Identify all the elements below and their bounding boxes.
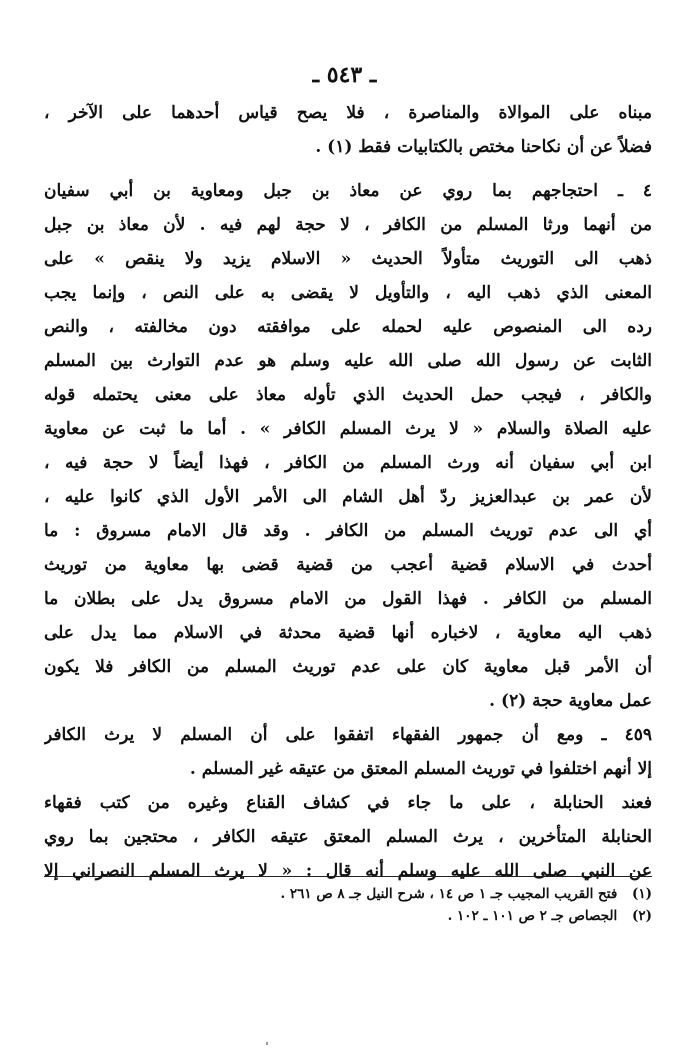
footnote-number: (٢) [631,908,652,924]
text-line: الحنابلة المتأخرين ، يرث المسلم المعتق عتيقه الكافر ، محتجين بما روي [44,827,652,847]
scan-speck [266,1042,268,1045]
text-line: رده الى المنصوص عليه لحمله على موافقته دون مخالفته ، والنص [44,317,652,337]
footnote-text: الجصاص جـ ٢ ص ١٠١ ـ ١٠٢ . [447,908,618,924]
paragraph-hanbali [44,786,652,888]
text-line: ذهب اليه معاوية ، لاخباره أنها قضية محدثة في الاسلام مما يدل على [44,623,652,643]
text-line: عمل معاوية حجة (٢) . [489,691,652,711]
text-line: لأن عمر بن عبدالعزيز ردّ أهل الشام الى الأمر الأول الذي كانوا عليه ، [44,487,652,507]
text-line: عليه الصلاة والسلام « لا يرث المسلم الكافر » . أما ما ثبت عن معاوية [44,419,652,439]
text-line: من أنهما ورثا المسلم من الكافر ، لا حجة لهم فيه . لأن معاذ بن جبل [44,215,652,235]
paragraph-argument-four [44,174,652,718]
paragraph-gap [44,164,652,174]
paragraph-459 [44,718,652,786]
text-line: أن الأمر قبل معاوية كان على عدم توريث المسلم من الكافر فلا يكون [44,657,652,677]
footnotes [44,876,652,927]
footnote-number: (١) [631,886,652,902]
body-text [44,96,652,888]
text-line: فعند الحنابلة ، على ما جاء في كشاف القناع وغيره من كتب فقهاء [44,793,652,813]
text-line: الثابت عن رسول الله صلى الله عليه وسلم هو عدم التوارث بين المسلم [44,351,652,371]
text-line: فضلاً عن أن نكاحنا مختص بالكتابيات فقط (١) . [315,137,652,157]
text-line: أحدث في الاسلام قضية أعجب من قضية قضى بها معاوية من توريث [44,555,652,575]
page-number: ـ ٥٤٣ ـ [312,62,377,88]
text-line: ابن أبي سفيان أنه ورث المسلم من الكافر ، فهذا أيضاً لا حجة فيه ، [44,453,652,473]
footnote-text: فتح القريب المجيب جـ ١ ص ١٤ ، شرح النيل جـ ٨ ص ٢٦١ . [280,886,618,902]
text-line: المسلم من الكافر . فهذا القول من الامام مسروق يدل على بطلان ما [44,589,652,609]
text-line: إلا أنهم اختلفوا في توريث المسلم المعتق من عتيقه غير المسلم . [189,759,652,779]
text-line: مبناه على الموالاة والمناصرة ، فلا يصح قياس أحدهما على الآخر ، [44,103,652,123]
text-line: عن النبي صلى الله عليه وسلم أنه قال : « لا يرث المسلم النصراني إلا [44,861,652,881]
footnote-divider [44,876,652,877]
text-line: والكافر ، فيجب حمل الحديث الذي تأوله معاذ على معنى يحتمله قوله [44,385,652,405]
text-line: المعنى الذي ذهب اليه ، والتأويل لا يقضى به على النص ، وإنما يجب [44,283,652,303]
footnote-item [44,883,652,905]
footnote-item [44,905,652,927]
text-line: ٤٥٩ ـ ومع أن جمهور الفقهاء اتفقوا على أن المسلم لا يرث الكافر [44,725,652,745]
paragraph-reciprocity [44,96,652,164]
text-line: ٤ ـ احتجاجهم بما روي عن معاذ بن جبل ومعاوية بن أبي سفيان [44,181,652,201]
text-line: ذهب الى التوريث متأولاً الحديث « الاسلام يزيد ولا ينقص » على [44,249,652,269]
text-line: أي الى عدم توريث المسلم من الكافر . وقد قال الامام مسروق : ما [44,521,652,541]
